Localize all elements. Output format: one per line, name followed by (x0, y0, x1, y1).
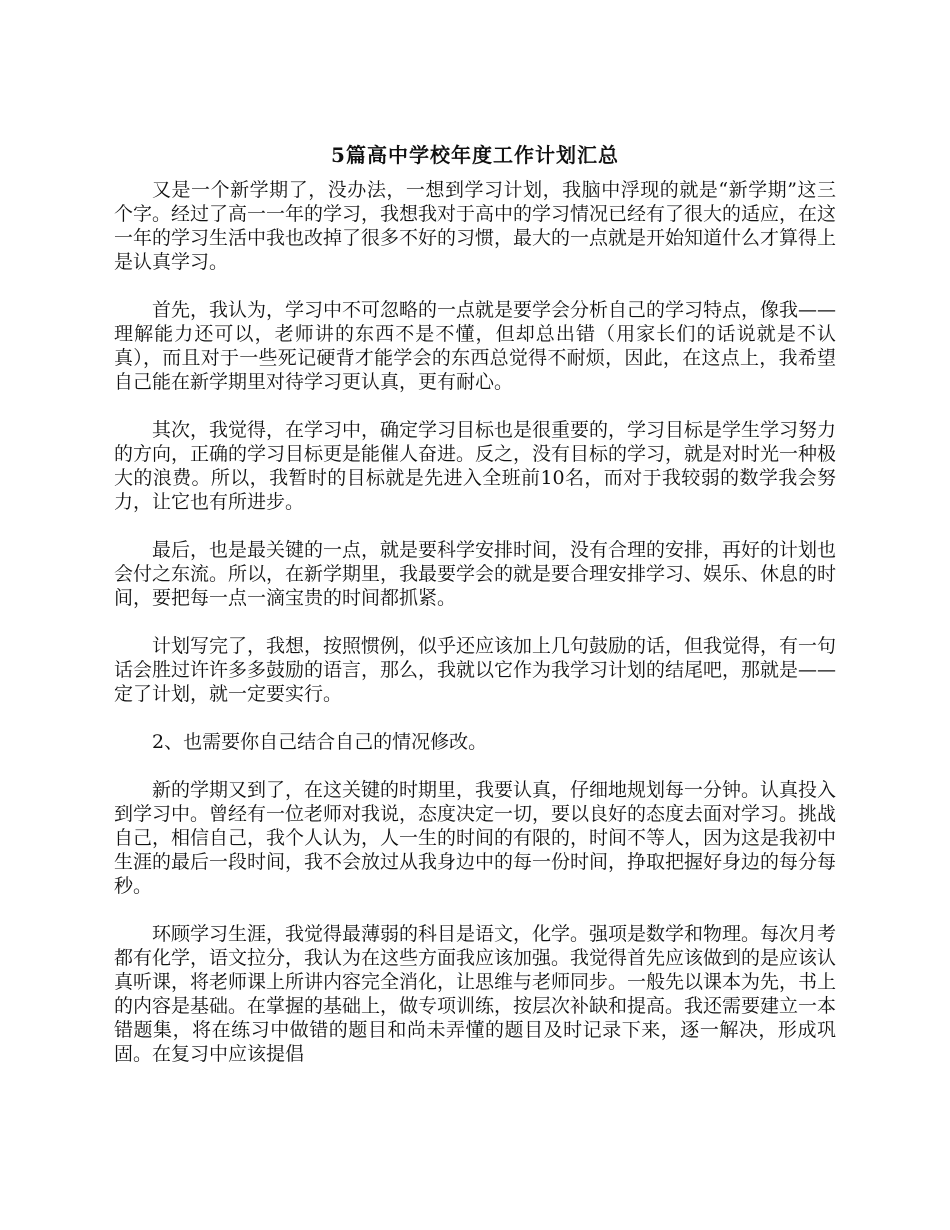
document-title: 5篇高中学校年度工作计划汇总 (331, 143, 619, 167)
paragraph-section-note: 2、也需要你自己结合自己的情况修改。 (152, 731, 488, 753)
paragraph-subjects: 环顾学习生涯，我觉得最薄弱的科目是语文，化学。强项是数学和物理。每次月考都有化学，语文拉分，我认为在这些方面我应该加强。我觉得首先应该做到的是应该认真听课，将老师课上所讲内容完全消化，让思维与老师同步。一般先以课本为先，书上的内容是基础。在掌握的基础上，做专项训练，按层次补缺和提高。我还需要建立一本错题集，将在练习中做错的题目和尚未弄懂的题目及时记录下来，逐一解决，形成巩固。在复习中应该提倡 (114, 923, 837, 1065)
paragraph-first: 首先，我认为，学习中不可忽略的一点就是要学会分析自己的学习特点，像我——理解能力还可以，老师讲的东西不是不懂，但却总出错（用家长们的话说就是不认真），而且对于一些死记硬背才能学会的东西总觉得不耐烦，因此，在这点上，我希望自己能在新学期里对待学习更认真，更有耐心。 (114, 299, 837, 393)
document-page (114, 138, 836, 1066)
paragraph-new-term: 新的学期又到了，在这关键的时期里，我要认真，仔细地规划每一分钟。认真投入到学习中。曾经有一位老师对我说，态度决定一切，要以良好的态度去面对学习。挑战自己，相信自己，我个人认为，人一生的时间的有限的，时间不等人，因为这是我初中生涯的最后一段时间，我不会放过从我身边中的每一份时间，挣取把握好身边的每分每秒。 (114, 779, 837, 897)
paragraph-finally: 最后，也是最关键的一点，就是要科学安排时间，没有合理的安排，再好的计划也会付之东流。所以，在新学期里，我最要学会的就是要合理安排学习、娱乐、休息的时间，要把每一点一滴宝贵的时间都抓紧。 (114, 539, 837, 609)
paragraph-second: 其次，我觉得，在学习中，确定学习目标也是很重要的，学习目标是学生学习努力的方向，正确的学习目标更是能催人奋进。反之，没有目标的学习，就是对时光一种极大的浪费。所以，我暂时的目标就是先进入全班前10名，而对于我较弱的数学我会努力，让它也有所进步。 (114, 419, 837, 513)
paragraph-intro: 又是一个新学期了，没办法，一想到学习计划，我脑中浮现的就是“新学期”这三个字。经过了高一一年的学习，我想我对于高中的学习情况已经有了很大的适应，在这一年的学习生活中我也改掉了很多不好的习惯，最大的一点就是开始知道什么才算得上是认真学习。 (114, 179, 837, 273)
paragraph-conclusion: 计划写完了，我想，按照惯例，似乎还应该加上几句鼓励的话，但我觉得，有一句话会胜过许许多多鼓励的语言，那么，我就以它作为我学习计划的结尾吧，那就是——定了计划，就一定要实行。 (114, 635, 837, 705)
